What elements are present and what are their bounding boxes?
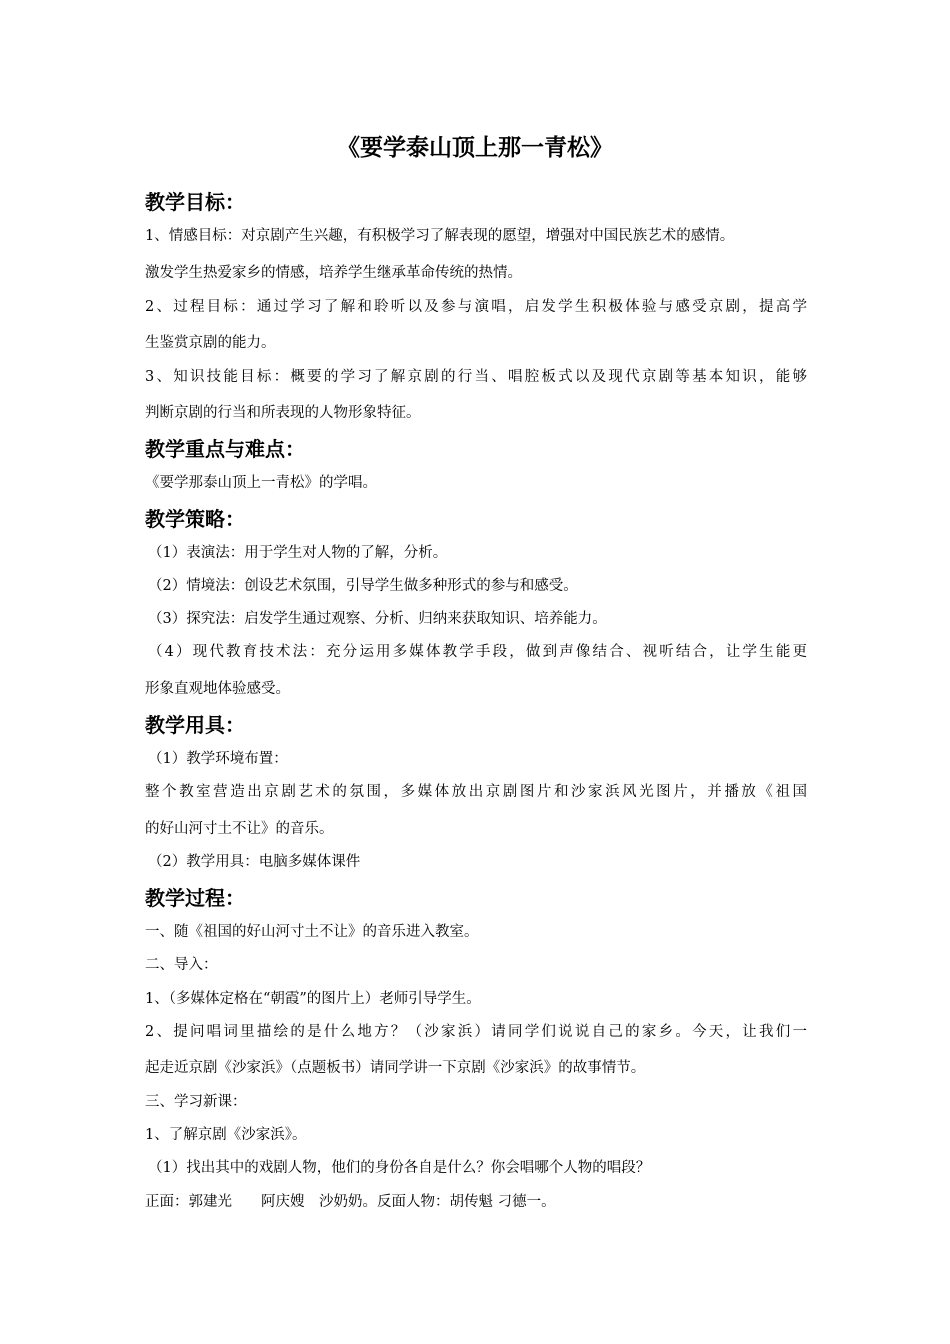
paragraph-line: 正面：郭建光 阿庆嫂 沙奶奶。反面人物：胡传魁 刁德一。 <box>145 1194 556 1210</box>
objectives-heading: 教学目标： <box>145 190 245 214</box>
paragraph-line: 2、过程目标：通过学习了解和聆听以及参与演唱，启发学生积极体验与感受京剧，提高学 <box>145 299 807 315</box>
paragraph-line: 1、了解京剧《沙家浜》。 <box>145 1127 307 1143</box>
paragraph-line: 三、学习新课： <box>145 1094 247 1110</box>
paragraph-line: 判断京剧的行当和所表现的人物形象特征。 <box>145 405 421 421</box>
paragraph-line: 整个教室营造出京剧艺术的氛围，多媒体放出京剧图片和沙家浜风光图片，并播放《祖国 <box>145 784 807 800</box>
paragraph-line: 的好山河寸土不让》的音乐。 <box>145 821 334 837</box>
process-heading: 教学过程： <box>145 886 245 910</box>
paragraph-line: 激发学生热爱家乡的情感，培养学生继承革命传统的热情。 <box>145 265 522 281</box>
paragraph-line: 一、随《祖国的好山河寸土不让》的音乐进入教室。 <box>145 924 479 940</box>
paragraph-line: 形象直观地体验感受。 <box>145 681 290 697</box>
paragraph-line: 二、导入： <box>145 957 218 973</box>
paragraph-line: 起走近京剧《沙家浜》（点题板书）请同学讲一下京剧《沙家浜》的故事情节。 <box>145 1060 646 1076</box>
tools-heading: 教学用具： <box>145 713 245 737</box>
paragraph-line: （1）表演法：用于学生对人物的了解，分析。 <box>148 545 448 561</box>
paragraph-line: （2）教学用具：电脑多媒体课件 <box>148 854 361 870</box>
paragraph-line: 1、情感目标：对京剧产生兴趣，有积极学习了解表现的愿望，增强对中国民族艺术的感情。 <box>145 228 735 244</box>
paragraph-line: 1、（多媒体定格在“朝霞”的图片上）老师引导学生。 <box>145 991 481 1007</box>
paragraph-line: 生鉴赏京剧的能力。 <box>145 335 276 351</box>
paragraph-line: 2、提问唱词里描绘的是什么地方？（沙家浜）请同学们说说自己的家乡。今天，让我们一 <box>145 1024 807 1040</box>
paragraph-line: （3）探究法：启发学生通过观察、分析、归纳来获取知识、培养能力。 <box>148 611 607 627</box>
paragraph-line: （4）现代教育技术法：充分运用多媒体教学手段，做到声像结合、视听结合，让学生能更 <box>148 644 807 660</box>
paragraph-line: 3、知识技能目标：概要的学习了解京剧的行当、唱腔板式以及现代京剧等基本知识，能够 <box>145 369 807 385</box>
strategies-heading: 教学策略： <box>145 507 245 531</box>
paragraph-line: （2）情境法：创设艺术氛围，引导学生做多种形式的参与和感受。 <box>148 578 578 594</box>
paragraph-line: （1）教学环境布置： <box>148 751 288 767</box>
key-points-heading: 教学重点与难点： <box>145 437 305 461</box>
paragraph-line: 《要学那泰山顶上一青松》的学唱。 <box>145 475 377 491</box>
document-title: 《要学泰山顶上那一青松》 <box>337 135 613 161</box>
paragraph-line: （1）找出其中的戏剧人物，他们的身份各自是什么？你会唱哪个人物的唱段？ <box>148 1160 651 1176</box>
